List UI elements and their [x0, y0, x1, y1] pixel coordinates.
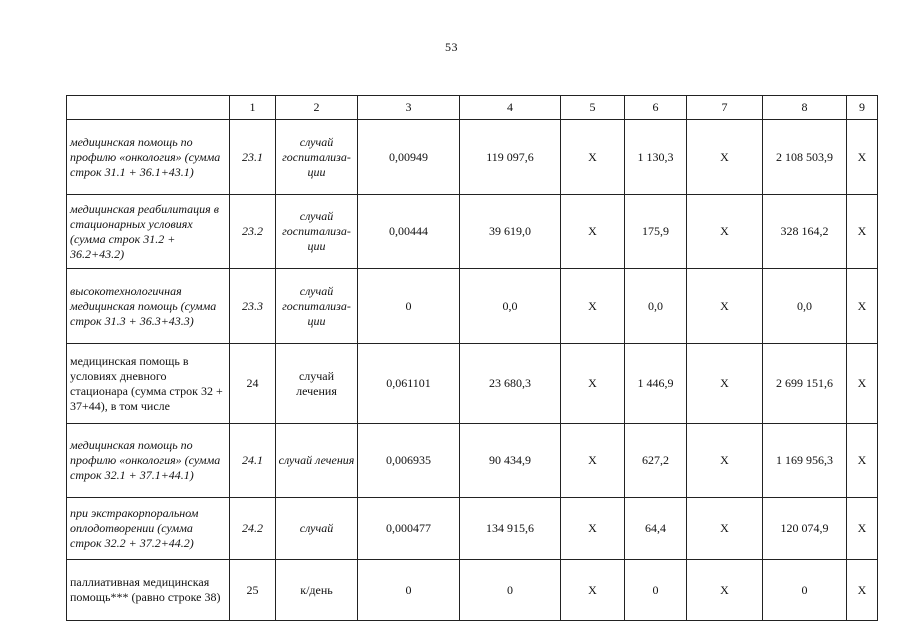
table-row — [67, 560, 878, 621]
cell-col5: X — [561, 424, 625, 498]
column-header: 7 — [687, 96, 763, 120]
cell-col4: 39 619,0 — [460, 195, 561, 269]
header-row — [67, 96, 878, 120]
row-number: 24.1 — [230, 424, 276, 498]
table-row — [67, 269, 878, 344]
cell-col5: X — [561, 560, 625, 621]
cell-col5: X — [561, 269, 625, 344]
column-header: 9 — [847, 96, 878, 120]
cell-col7: X — [687, 120, 763, 195]
row-unit: случай — [276, 498, 358, 560]
table-row — [67, 120, 878, 195]
cell-col7: X — [687, 424, 763, 498]
cell-col7: X — [687, 269, 763, 344]
cell-col6: 175,9 — [625, 195, 687, 269]
row-number: 24.2 — [230, 498, 276, 560]
cell-col3: 0 — [358, 269, 460, 344]
row-label: паллиативная медицинская помощь*** (равно строке 38) — [67, 560, 230, 621]
row-label: при экстракорпоральном оплодотворении (сумма строк 32.2 + 37.2+44.2) — [67, 498, 230, 560]
row-unit: случай госпитализа-ции — [276, 120, 358, 195]
cell-col3: 0,006935 — [358, 424, 460, 498]
row-label: медицинская реабилитация в стационарных условиях (сумма строк 31.2 + 36.2+43.2) — [67, 195, 230, 269]
cell-col3: 0,00949 — [358, 120, 460, 195]
cell-col4: 134 915,6 — [460, 498, 561, 560]
column-header: 1 — [230, 96, 276, 120]
row-label: высокотехнологичная медицинская помощь (сумма строк 31.3 + 36.3+43.3) — [67, 269, 230, 344]
data-table — [66, 95, 878, 621]
row-unit: случай лечения — [276, 344, 358, 424]
cell-col4: 0,0 — [460, 269, 561, 344]
cell-col4: 90 434,9 — [460, 424, 561, 498]
cell-col9: X — [847, 269, 878, 344]
cell-col9: X — [847, 344, 878, 424]
cell-col6: 0,0 — [625, 269, 687, 344]
cell-col4: 0 — [460, 560, 561, 621]
cell-col6: 64,4 — [625, 498, 687, 560]
cell-col7: X — [687, 195, 763, 269]
table-row — [67, 498, 878, 560]
cell-col6: 0 — [625, 560, 687, 621]
row-number: 23.2 — [230, 195, 276, 269]
cell-col3: 0 — [358, 560, 460, 621]
cell-col7: X — [687, 498, 763, 560]
table-row — [67, 424, 878, 498]
cell-col6: 1 130,3 — [625, 120, 687, 195]
table-row — [67, 344, 878, 424]
page-number: 53 — [445, 40, 458, 54]
row-unit: к/день — [276, 560, 358, 621]
cell-col4: 23 680,3 — [460, 344, 561, 424]
cell-col8: 2 108 503,9 — [763, 120, 847, 195]
row-label: медицинская помощь по профилю «онкология» (сумма строк 32.1 + 37.1+44.1) — [67, 424, 230, 498]
column-header: 5 — [561, 96, 625, 120]
cell-col6: 627,2 — [625, 424, 687, 498]
row-unit: случай госпитализа-ции — [276, 269, 358, 344]
row-unit: случай госпитализа-ции — [276, 195, 358, 269]
cell-col3: 0,000477 — [358, 498, 460, 560]
cell-col5: X — [561, 498, 625, 560]
column-header: 2 — [276, 96, 358, 120]
cell-col8: 0 — [763, 560, 847, 621]
cell-col3: 0,061101 — [358, 344, 460, 424]
column-header: 6 — [625, 96, 687, 120]
cell-col7: X — [687, 560, 763, 621]
cell-col5: X — [561, 195, 625, 269]
row-number: 25 — [230, 560, 276, 621]
cell-col8: 328 164,2 — [763, 195, 847, 269]
cell-col9: X — [847, 120, 878, 195]
cell-col5: X — [561, 120, 625, 195]
cell-col3: 0,00444 — [358, 195, 460, 269]
cell-col8: 120 074,9 — [763, 498, 847, 560]
cell-col8: 2 699 151,6 — [763, 344, 847, 424]
table-row — [67, 195, 878, 269]
cell-col6: 1 446,9 — [625, 344, 687, 424]
cell-col9: X — [847, 195, 878, 269]
cell-col4: 119 097,6 — [460, 120, 561, 195]
row-number: 23.3 — [230, 269, 276, 344]
row-label: медицинская помощь в условиях дневного стационара (сумма строк 32 + 37+44), в том числе — [67, 344, 230, 424]
cell-col8: 1 169 956,3 — [763, 424, 847, 498]
cell-col5: X — [561, 344, 625, 424]
column-header: 4 — [460, 96, 561, 120]
row-label: медицинская помощь по профилю «онкология» (сумма строк 31.1 + 36.1+43.1) — [67, 120, 230, 195]
column-header: 3 — [358, 96, 460, 120]
row-unit: случай лечения — [276, 424, 358, 498]
cell-col9: X — [847, 498, 878, 560]
column-header: 8 — [763, 96, 847, 120]
header-label-cell — [67, 96, 230, 120]
cell-col7: X — [687, 344, 763, 424]
cell-col9: X — [847, 424, 878, 498]
row-number: 24 — [230, 344, 276, 424]
cell-col8: 0,0 — [763, 269, 847, 344]
cell-col9: X — [847, 560, 878, 621]
row-number: 23.1 — [230, 120, 276, 195]
